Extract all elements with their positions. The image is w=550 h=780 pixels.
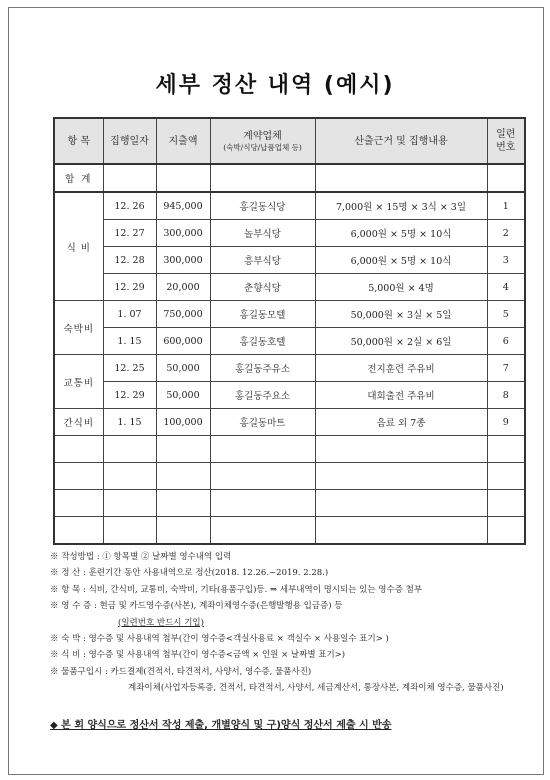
- table-row: [54, 220, 525, 247]
- table-row: [54, 247, 525, 274]
- basis-cell: 6,000원 × 5명 × 10식: [315, 247, 487, 274]
- vendor-cell: 춘향식당: [210, 274, 315, 301]
- basis-cell: 음료 외 7종: [315, 409, 487, 436]
- notes-section: [50, 549, 530, 697]
- empty-row: [54, 436, 525, 463]
- amount-cell: 750,000: [156, 301, 210, 328]
- empty-row: [54, 490, 525, 517]
- empty-cell: [315, 463, 487, 490]
- serial-cell: 2: [487, 220, 525, 247]
- note-label: ※ 정 산: [50, 568, 81, 579]
- vendor-cell: 흥부식당: [210, 247, 315, 274]
- header-vendor: [210, 118, 315, 164]
- note-line: [50, 647, 530, 663]
- empty-cell: [156, 490, 210, 517]
- date-cell: 12. 29: [103, 274, 156, 301]
- table-row: [54, 382, 525, 409]
- note-label: ※ 항 목: [50, 584, 81, 595]
- empty-cell: [487, 490, 525, 517]
- note-line: [50, 680, 530, 696]
- note-line: [50, 549, 530, 565]
- empty-cell: [103, 517, 156, 545]
- note-line: [50, 664, 530, 680]
- note-line: [50, 565, 530, 581]
- vendor-cell: 홍길동주요소: [210, 382, 315, 409]
- vendor-cell: 홍길동호텔: [210, 328, 315, 355]
- empty-cell: [210, 436, 315, 463]
- header-category: 항 목: [54, 118, 103, 164]
- note-label: ※ 작성방법: [50, 552, 95, 562]
- note-text: : 현금 및 카드영수증(사본), 계좌이체영수증(은행발행용 입금증) 등: [93, 601, 343, 612]
- header-amount: 지출액: [156, 118, 210, 164]
- basis-cell: 50,000원 × 2실 × 6일: [315, 328, 487, 355]
- empty-cell: [487, 463, 525, 490]
- empty-cell: [156, 463, 210, 490]
- total-label: 합 계: [54, 164, 103, 192]
- empty-cell: [315, 517, 487, 545]
- note-label: ※ 물품구입시: [50, 666, 103, 677]
- date-cell: 12. 29: [103, 382, 156, 409]
- serial-cell: 1: [487, 192, 525, 220]
- empty-cell: [54, 463, 103, 490]
- note-text: 계좌이체(사업자등록증, 견적서, 타견적서, 사양서, 세금계산서, 통장사본, 계좌이체 영수증, 물품사진): [128, 683, 504, 694]
- note-text: : 식비, 간식비, 교통비, 숙박비, 기타(용품구입)등. ⇒ 세부내역이 명시되는 있는 영수증 첨부: [83, 584, 423, 595]
- date-cell: 12. 25: [103, 355, 156, 382]
- date-cell: 1. 07: [103, 301, 156, 328]
- note-label: ※ 숙 박: [50, 634, 81, 645]
- basis-cell: 50,000원 × 3실 × 5일: [315, 301, 487, 328]
- header-serial-line2: 번호: [496, 142, 516, 153]
- amount-cell: 300,000: [156, 220, 210, 247]
- empty-cell: [54, 436, 103, 463]
- empty-cell: [315, 490, 487, 517]
- empty-cell: [156, 517, 210, 545]
- note-text: : 영수증 및 사용내역 첨부(간이 영수증<금액 × 인원 × 날짜별 표기>): [83, 650, 346, 661]
- total-date: [103, 164, 156, 192]
- note-label: ※ 영 수 증: [50, 601, 92, 612]
- table-row: [54, 274, 525, 301]
- settlement-table: [53, 117, 526, 545]
- total-amount: [156, 164, 210, 192]
- note-label: ※ 식 비: [50, 650, 81, 661]
- category-cell: 숙박비: [54, 301, 103, 355]
- empty-cell: [103, 436, 156, 463]
- header-serial: [487, 118, 525, 164]
- category-cell: 식 비: [54, 192, 103, 301]
- table-row: [54, 192, 525, 220]
- basis-cell: 6,000원 × 5명 × 10식: [315, 220, 487, 247]
- empty-row: [54, 517, 525, 545]
- empty-cell: [103, 490, 156, 517]
- date-cell: 1. 15: [103, 328, 156, 355]
- basis-cell: 7,000원 × 15명 × 3식 × 3일: [315, 192, 487, 220]
- table-row: [54, 328, 525, 355]
- empty-cell: [210, 490, 315, 517]
- table-row: [54, 409, 525, 436]
- amount-cell: 100,000: [156, 409, 210, 436]
- serial-cell: 3: [487, 247, 525, 274]
- serial-cell: 6: [487, 328, 525, 355]
- vendor-cell: 홍길동식당: [210, 192, 315, 220]
- empty-cell: [210, 517, 315, 545]
- header-basis: 산출근거 및 집행내용: [315, 118, 487, 164]
- serial-cell: 5: [487, 301, 525, 328]
- note-text: : 영수증 및 사용내역 첨부(간이 영수증<객실사용료 × 객실수 × 사용일수 표기> ): [83, 634, 389, 645]
- empty-cell: [487, 436, 525, 463]
- total-row: [54, 164, 525, 192]
- basis-cell: 전지훈련 주유비: [315, 355, 487, 382]
- date-cell: 12. 26: [103, 192, 156, 220]
- empty-row: [54, 463, 525, 490]
- empty-cell: [103, 463, 156, 490]
- header-serial-line1: 일련: [496, 129, 516, 140]
- page-title: 세부 정산 내역 (예시): [155, 73, 395, 98]
- empty-cell: [54, 490, 103, 517]
- footer-notice: ◆ 본 회 양식으로 정산서 작성 제출, 개별양식 및 구)양식 정산서 제출 시 반송: [50, 720, 392, 731]
- note-text: : 훈련기간 동안 사용내역으로 정산(2018. 12.26.~2019. 2.28.): [83, 568, 329, 579]
- header-date: 집행일자: [103, 118, 156, 164]
- amount-cell: 600,000: [156, 328, 210, 355]
- table-row: [54, 355, 525, 382]
- table-header-row: [54, 118, 525, 164]
- note-text: (일련번호 반드시 기입): [118, 617, 204, 628]
- note-line: [50, 631, 530, 647]
- serial-cell: 4: [487, 274, 525, 301]
- empty-cell: [156, 436, 210, 463]
- vendor-cell: 홍길동마트: [210, 409, 315, 436]
- empty-cell: [315, 436, 487, 463]
- category-cell: 간식비: [54, 409, 103, 436]
- header-vendor-sub: (숙박/식당/납품업체 등): [223, 142, 302, 152]
- amount-cell: 50,000: [156, 382, 210, 409]
- category-cell: 교통비: [54, 355, 103, 409]
- vendor-cell: 홍길동모텔: [210, 301, 315, 328]
- amount-cell: 945,000: [156, 192, 210, 220]
- serial-cell: 7: [487, 355, 525, 382]
- note-line: [50, 582, 530, 598]
- basis-cell: 5,000원 × 4명: [315, 274, 487, 301]
- amount-cell: 20,000: [156, 274, 210, 301]
- header-vendor-label: 계약업체: [243, 130, 282, 142]
- table-row: [54, 301, 525, 328]
- note-text: : ① 항목별 ② 날짜별 영수내역 입력: [96, 552, 232, 562]
- empty-cell: [210, 463, 315, 490]
- total-vendor: [210, 164, 315, 192]
- basis-cell: 대회출전 주유비: [315, 382, 487, 409]
- total-basis: [315, 164, 487, 192]
- date-cell: 12. 27: [103, 220, 156, 247]
- vendor-cell: 홍길동주유소: [210, 355, 315, 382]
- note-text: : 카드결제(견적서, 타견적서, 사양서, 영수증, 물품사진): [104, 666, 312, 677]
- serial-cell: 9: [487, 409, 525, 436]
- amount-cell: 300,000: [156, 247, 210, 274]
- note-line: [50, 598, 530, 614]
- date-cell: 12. 28: [103, 247, 156, 274]
- total-serial: [487, 164, 525, 192]
- vendor-cell: 놀부식당: [210, 220, 315, 247]
- amount-cell: 50,000: [156, 355, 210, 382]
- empty-cell: [54, 517, 103, 545]
- serial-cell: 8: [487, 382, 525, 409]
- note-line: [50, 615, 530, 631]
- date-cell: 1. 15: [103, 409, 156, 436]
- empty-cell: [487, 517, 525, 545]
